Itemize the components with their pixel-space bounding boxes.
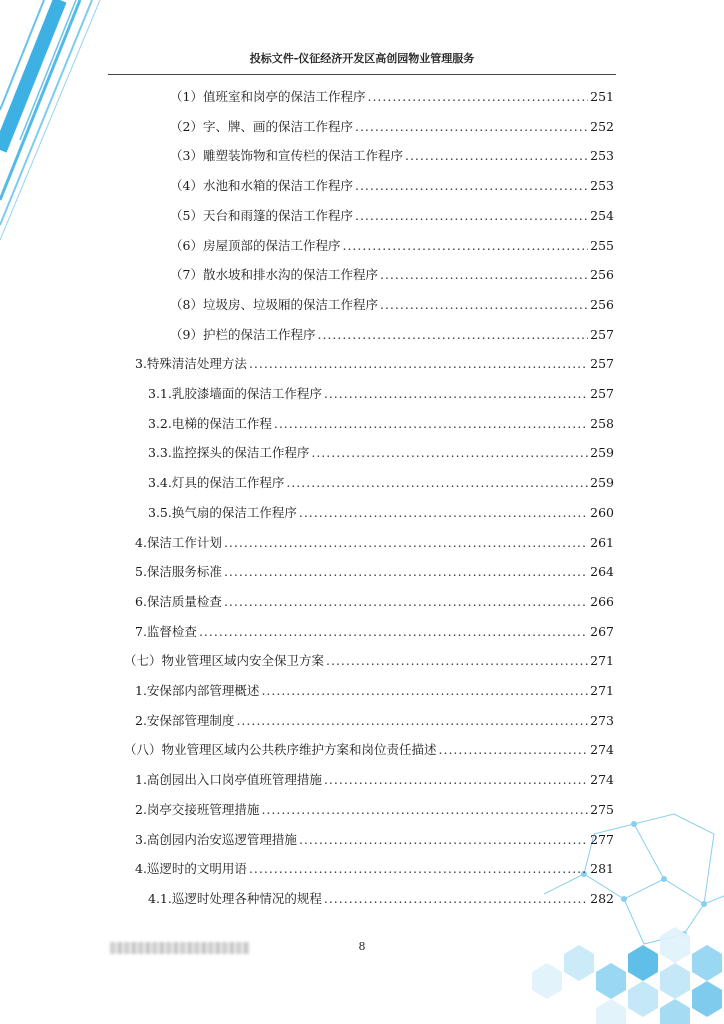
- toc-entry[interactable]: [135, 593, 614, 611]
- toc-leader-dots: [199, 623, 588, 641]
- toc-entry-title: 1.高创园出入口岗亭值班管理措施: [135, 772, 322, 788]
- toc-entry-title: 3.5.换气扇的保洁工作程序: [148, 504, 297, 520]
- toc-leader-dots: [274, 415, 588, 433]
- toc-entry-page: 252: [590, 118, 614, 134]
- toc-leader-dots: [299, 504, 588, 522]
- toc-leader-dots: [311, 444, 588, 462]
- toc-entry-page: 256: [590, 267, 614, 283]
- toc-entry[interactable]: [170, 207, 614, 225]
- toc-entry[interactable]: [148, 415, 614, 433]
- toc-entry-title: （3）雕塑装饰物和宣传栏的保洁工作程序: [170, 148, 403, 164]
- toc-entry[interactable]: [148, 385, 614, 403]
- toc-leader-dots: [224, 593, 588, 611]
- corner-stripes-decoration: [0, 0, 120, 240]
- toc-leader-dots: [261, 801, 588, 819]
- toc-entry-page: 255: [590, 237, 614, 253]
- toc-entry-title: 3.高创园内治安巡逻管理措施: [135, 831, 297, 847]
- toc-leader-dots: [380, 266, 588, 284]
- toc-entry-page: 274: [590, 742, 614, 758]
- toc-leader-dots: [224, 534, 588, 552]
- toc-leader-dots: [324, 890, 588, 908]
- toc-entry-page: 257: [590, 386, 614, 401]
- toc-leader-dots: [355, 207, 588, 225]
- toc-entry-title: （八）物业管理区域内公共秩序维护方案和岗位责任描述: [124, 742, 437, 758]
- toc-leader-dots: [405, 147, 588, 165]
- toc-entry[interactable]: [135, 682, 614, 700]
- toc-leader-dots: [261, 682, 588, 700]
- toc-entry-page: 257: [590, 356, 614, 372]
- toc-entry[interactable]: [170, 296, 614, 314]
- toc-entry-title: 4.巡逻时的文明用语: [135, 861, 247, 877]
- toc-entry-page: 251: [590, 89, 614, 104]
- toc-leader-dots: [367, 88, 588, 106]
- toc-entry-title: （1）值班室和岗亭的保洁工作程序: [170, 89, 366, 104]
- toc-entry[interactable]: [135, 355, 614, 373]
- toc-entry-page: 264: [590, 564, 614, 580]
- page-number: 8: [358, 940, 366, 953]
- toc-entry-title: （7）散水坡和排水沟的保洁工作程序: [170, 267, 378, 283]
- toc-leader-dots: [286, 474, 588, 492]
- toc-leader-dots: [439, 741, 589, 759]
- toc-entry[interactable]: [148, 474, 614, 492]
- toc-entry-page: 259: [590, 475, 614, 491]
- toc-entry-title: 7.监督检查: [135, 623, 197, 639]
- toc-entry-title: （5）天台和雨篷的保洁工作程序: [170, 207, 353, 223]
- document-header: 投标文件-仪征经济开发区高创园物业管理服务: [249, 52, 475, 65]
- toc-entry[interactable]: [135, 860, 614, 878]
- toc-entry-page: 274: [590, 772, 614, 788]
- toc-leader-dots: [249, 355, 588, 373]
- toc-entry[interactable]: [135, 563, 614, 581]
- toc-leader-dots: [249, 860, 588, 878]
- toc-entry-page: 254: [590, 207, 614, 223]
- toc-entry-title: 3.1.乳胶漆墙面的保洁工作程序: [148, 386, 322, 401]
- toc-entry[interactable]: [124, 652, 614, 670]
- toc-leader-dots: [342, 237, 588, 255]
- toc-entry-title: （2）字、牌、画的保洁工作程序: [170, 118, 353, 134]
- toc-entry-page: 273: [590, 712, 614, 728]
- toc-entry-page: 277: [590, 831, 614, 847]
- toc-entry[interactable]: [135, 801, 614, 819]
- toc-entry-title: 2.安保部管理制度: [135, 712, 235, 728]
- toc-entry-page: 257: [590, 326, 614, 342]
- toc-entry[interactable]: [148, 890, 614, 908]
- toc-entry-page: 281: [590, 861, 614, 877]
- toc-entry[interactable]: [135, 623, 614, 641]
- toc-entry[interactable]: [170, 88, 614, 106]
- toc-leader-dots: [326, 652, 588, 670]
- toc-entry-title: 4.1.巡逻时处理各种情况的规程: [148, 890, 322, 906]
- toc-entry-title: （8）垃圾房、垃圾厢的保洁工作程序: [170, 296, 378, 312]
- toc-entry-page: 259: [590, 445, 614, 461]
- toc-entry-title: 3.4.灯具的保洁工作程序: [148, 475, 285, 491]
- toc-leader-dots: [236, 712, 588, 730]
- toc-entry[interactable]: [148, 504, 614, 522]
- toc-entry-page: 271: [590, 683, 614, 698]
- toc-leader-dots: [317, 326, 588, 344]
- toc-entry-page: 275: [590, 801, 614, 817]
- toc-entry-title: 3.3.监控探头的保洁工作程序: [148, 445, 310, 461]
- toc-entry-title: （6）房屋顶部的保洁工作程序: [170, 237, 341, 253]
- toc-entry-page: 258: [590, 415, 614, 431]
- toc-entry-title: 3.特殊清洁处理方法: [135, 356, 247, 372]
- toc-entry-page: 253: [590, 148, 614, 164]
- toc-leader-dots: [380, 296, 588, 314]
- toc-entry-page: 260: [590, 504, 614, 520]
- toc-leader-dots: [355, 118, 588, 136]
- header-rule: [108, 74, 616, 75]
- toc-entry[interactable]: [135, 771, 614, 789]
- toc-entry[interactable]: [135, 712, 614, 730]
- toc-entry-page: 271: [590, 653, 614, 669]
- toc-entry[interactable]: [170, 147, 614, 165]
- toc-leader-dots: [299, 831, 588, 849]
- toc-entry[interactable]: [170, 326, 614, 344]
- toc-entry[interactable]: [124, 741, 614, 759]
- toc-entry-title: 4.保洁工作计划: [135, 534, 222, 550]
- toc-entry[interactable]: [135, 831, 614, 849]
- toc-entry-title: 1.安保部内部管理概述: [135, 683, 260, 698]
- toc-entry-title: 5.保洁服务标准: [135, 564, 222, 580]
- toc-entry-page: 253: [590, 178, 614, 194]
- toc-leader-dots: [324, 385, 588, 403]
- blurred-footer-text: [110, 942, 250, 954]
- toc-entry-page: 261: [590, 534, 614, 550]
- toc-entry-title: （七）物业管理区域内安全保卫方案: [124, 653, 325, 669]
- toc-leader-dots: [224, 563, 588, 581]
- toc-entry-page: 267: [590, 623, 614, 639]
- toc-entry-title: 3.2.电梯的保洁工作程: [148, 415, 272, 431]
- toc-entry-page: 256: [590, 296, 614, 312]
- toc-entry[interactable]: [170, 237, 614, 255]
- toc-entry[interactable]: [170, 118, 614, 136]
- toc-entry-title: （4）水池和水箱的保洁工作程序: [170, 178, 353, 194]
- toc-leader-dots: [355, 177, 588, 195]
- toc-entry[interactable]: [170, 266, 614, 284]
- toc-entry-page: 266: [590, 593, 614, 609]
- toc-leader-dots: [324, 771, 588, 789]
- toc-entry[interactable]: [135, 534, 614, 552]
- toc-entry[interactable]: [170, 177, 614, 195]
- toc-entry-title: （9）护栏的保洁工作程序: [170, 326, 316, 342]
- toc-entry[interactable]: [148, 444, 614, 462]
- toc-entry-title: 6.保洁质量检查: [135, 593, 222, 609]
- toc-entry-title: 2.岗亭交接班管理措施: [135, 801, 260, 817]
- toc-entry-page: 282: [590, 890, 614, 906]
